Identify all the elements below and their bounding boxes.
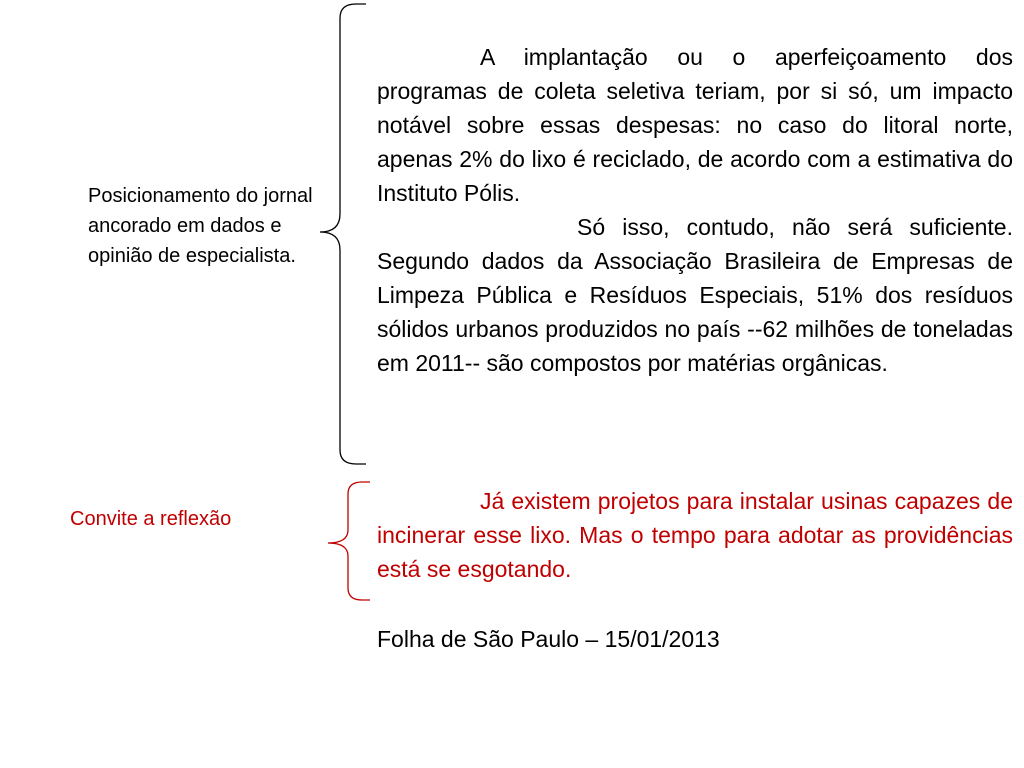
brace-icon-red: [324, 480, 374, 610]
brace-icon: [316, 0, 376, 470]
article-paragraph-3: [377, 484, 1013, 586]
article-paragraph-1: [377, 40, 1013, 210]
article-source: Folha de São Paulo – 15/01/2013: [377, 626, 720, 652]
paragraph-3-text: Já existem projetos para instalar usinas capazes de incinerar esse lixo. Mas o tempo para adotar as providências está se esgotando.: [377, 488, 1013, 582]
paragraph-2-text: Só isso, contudo, não será suficiente. Segundo dados da Associação Brasileira de Empresas de Limpeza Pública e Resíduos Especiais, 51% dos resíduos sólidos urbanos produzidos no país --62 milhões de toneladas em 2011-- são compostos por matérias orgânicas.: [377, 214, 1013, 376]
article-paragraph-2: [377, 210, 1013, 380]
annotation-position: Posicionamento do jornal ancorado em dados e opinião de especialista.: [88, 185, 313, 267]
annotation-invitation: Convite a reflexão: [70, 508, 232, 530]
paragraph-1-text: A implantação ou o aperfeiçoamento dos programas de coleta seletiva teriam, por si só, um impacto notável sobre essas despesas: no caso do litoral norte, apenas 2% do lixo é reciclado, de acordo com a estimativa do Instituto Pólis.: [377, 44, 1013, 206]
